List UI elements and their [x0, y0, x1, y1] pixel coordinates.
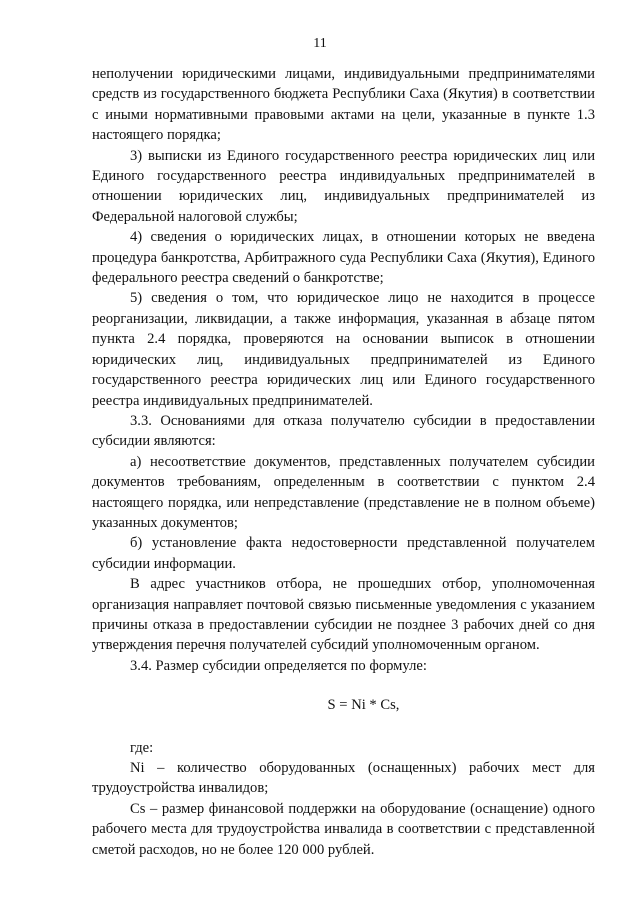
subsidy-formula: S = Ni * Cs, [327, 697, 400, 714]
paragraph-section-3-3: 3.3. Основаниями для отказа получателю субсидии в предоставлении субсидии являются: [92, 412, 595, 450]
paragraph-notification: В адрес участников отбора, не прошедших отбор, уполномоченная организация направляет почтовой связью письменные уведомления с указанием причины отказа в предоставлении субсидии не позднее 3 рабочих дней со дня утверждения перечня получателей субсидий уполномоченным органом. [92, 576, 595, 654]
paragraph-item-4: 4) сведения о юридических лицах, в отношении которых не введена процедура банкротства, Арбитражного суда Республики Саха (Якутия), Единого федерального реестра сведений о банкротстве; [92, 229, 595, 287]
paragraph-continuation: неполучении юридическими лицами, индивидуальными предпринимателями средств из государственного бюджета Республики Саха (Якутия) в соответствии с иными нормативными правовыми актами на цели, указанные в пункте 1.3 настоящего порядка; [92, 66, 595, 144]
paragraph-item-3: 3) выписки из Единого государственного реестра юридических лиц или Единого государственного реестра индивидуальных предпринимателей в отношении юридических лиц, индивидуальных предпринимателей из Федеральной налоговой службы; [92, 147, 595, 225]
paragraph-ni-definition: Ni – количество оборудованных (оснащенных) рабочих мест для трудоустройства инвалидов; [92, 760, 595, 797]
document-body [92, 64, 595, 860]
paragraph-cs-definition: Cs – размер финансовой поддержки на оборудование (оснащение) одного рабочего места для трудоустройства инвалида в соответствии с представленной сметой расходов, но не более 120 000 рублей. [92, 800, 595, 858]
page-number: 11 [313, 36, 327, 51]
paragraph-item-b: б) установление факта недостоверности представленной получателем субсидии информации. [92, 535, 595, 572]
paragraph-item-a: а) несоответствие документов, представленных получателем субсидии документов требованиям, определенным в соответствии с пунктом 2.4 настоящего порядка, или непредставление (представление не в полном объеме) указанных документов; [92, 453, 595, 531]
paragraph-section-3-4: 3.4. Размер субсидии определяется по формуле: [130, 657, 427, 674]
paragraph-where: где: [130, 739, 154, 756]
paragraph-item-5: 5) сведения о том, что юридическое лицо не находится в процессе реорганизации, ликвидации, а также информация, указанная в абзаце пятом пункта 2.4 порядка, проверяются на основании выписок в отношении юридических лиц, индивидуальных предпринимателей из Единого государственного реестра юридических лиц или Единого государственного реестра индивидуальных предпринимателей. [92, 290, 595, 409]
